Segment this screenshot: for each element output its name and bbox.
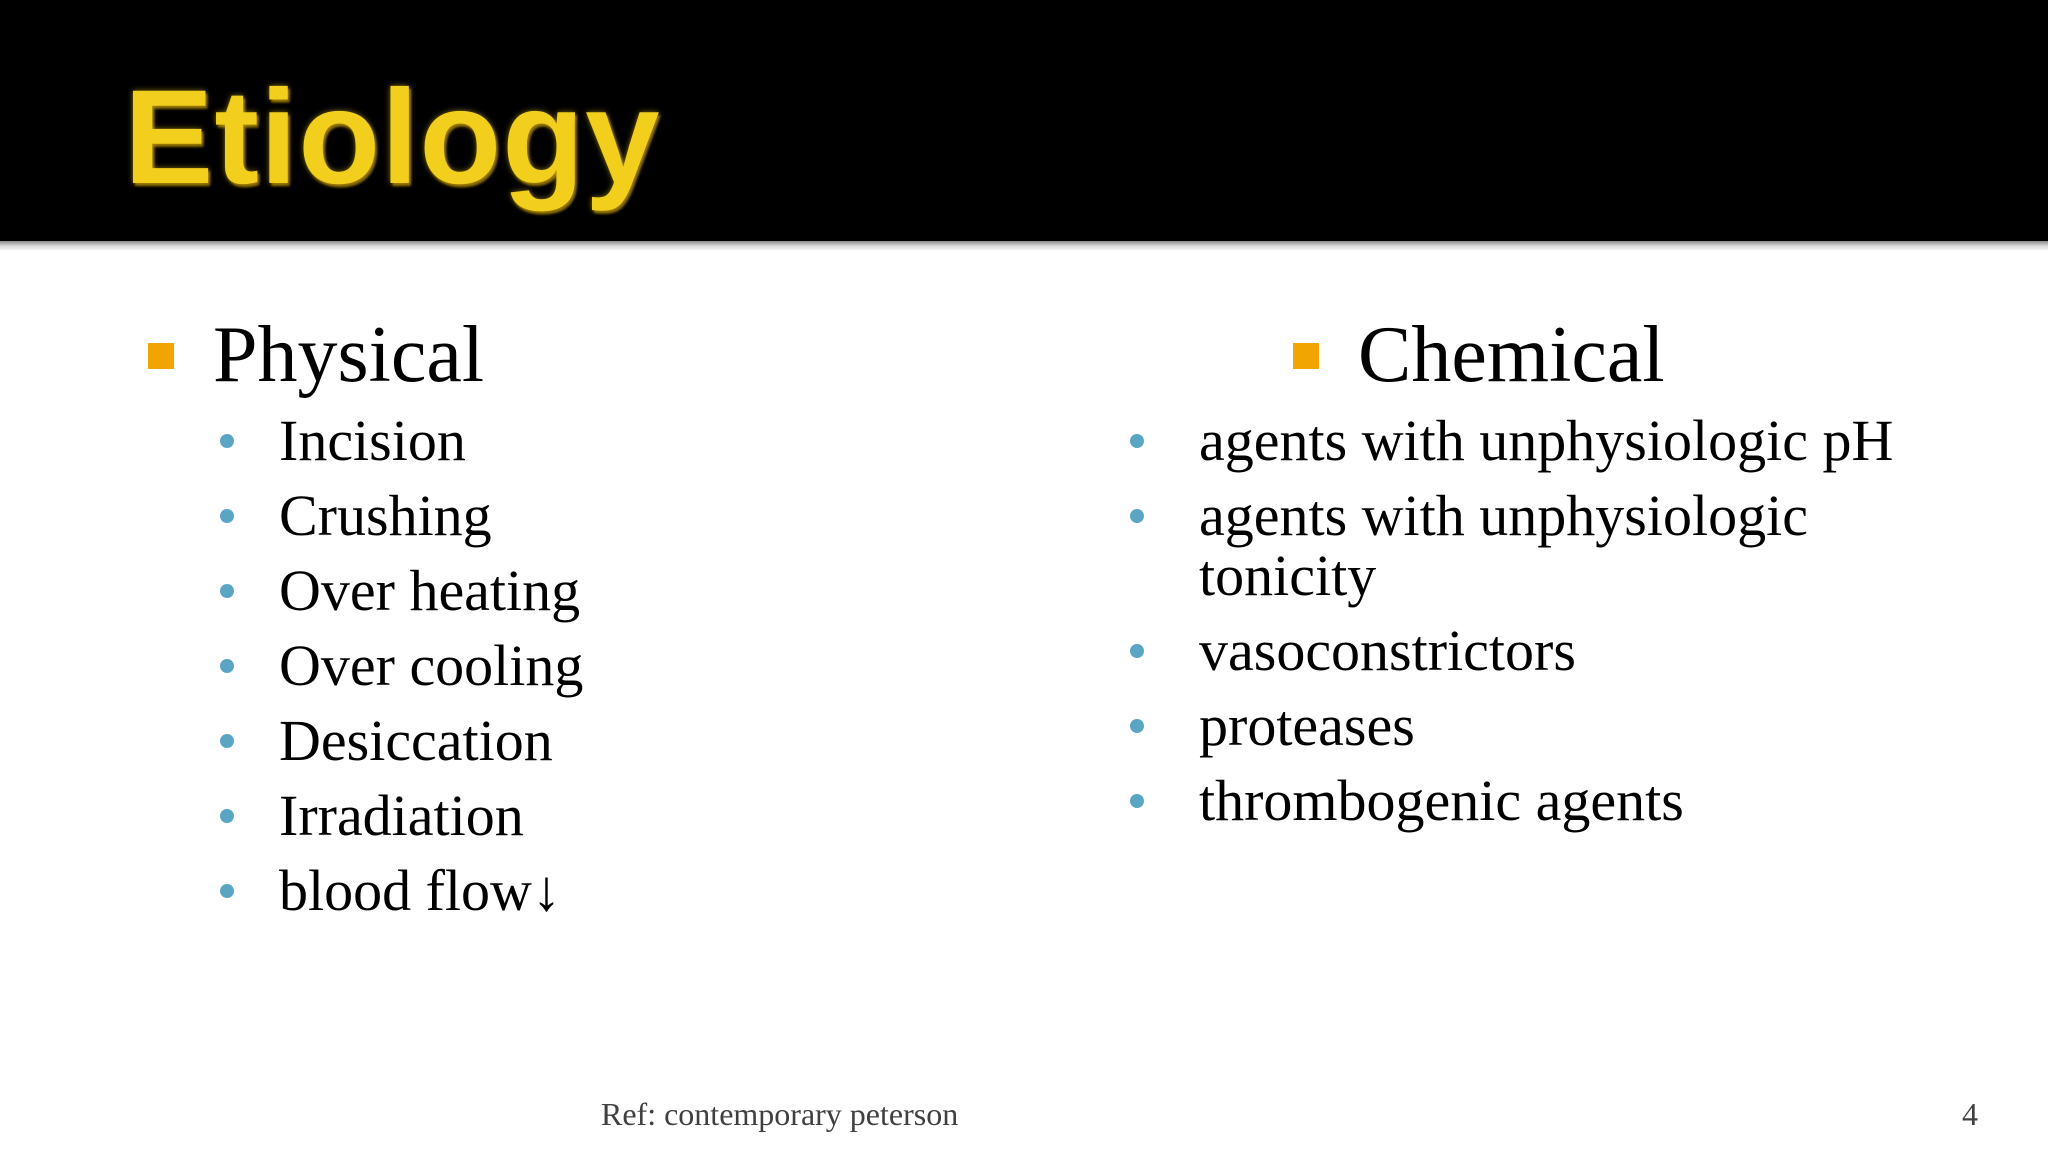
heading-bullet-icon: [1293, 343, 1319, 369]
physical-list: [279, 408, 584, 936]
list-item: agents with unphysiologic tonicity: [1199, 486, 1919, 606]
bullet-dot-icon: [1130, 794, 1144, 808]
bullet-dot-icon: [1130, 644, 1144, 658]
bullet-dot-icon: [220, 884, 234, 898]
title-divider: [0, 241, 2048, 250]
list-item: proteases: [1199, 696, 1919, 756]
title-bar: [0, 0, 2048, 241]
bullet-dot-icon: [1130, 509, 1144, 523]
bullet-dot-icon: [1130, 719, 1144, 733]
bullet-dot-icon: [1130, 434, 1144, 448]
list-item: Desiccation: [279, 711, 583, 771]
list-item: Crushing: [279, 486, 583, 546]
list-item: Irradiation: [279, 786, 583, 846]
bullet-dot-icon: [220, 809, 234, 823]
heading-bullet-icon: [148, 343, 174, 369]
list-item: Incision: [279, 411, 583, 471]
column-heading-physical: Physical: [213, 311, 485, 399]
bullet-dot-icon: [220, 509, 234, 523]
list-item: Over heating: [279, 561, 583, 621]
column-heading-chemical: Chemical: [1358, 311, 1665, 399]
list-item: thrombogenic agents: [1199, 771, 1919, 831]
footer-reference: Ref: contemporary peterson: [601, 1096, 959, 1132]
list-item: blood flow↓: [279, 861, 583, 921]
bullet-dot-icon: [220, 734, 234, 748]
bullet-dot-icon: [220, 659, 234, 673]
list-item: agents with unphysiologic pH: [1199, 411, 1919, 471]
list-item: vasoconstrictors: [1199, 621, 1919, 681]
chemical-list: [1199, 408, 1919, 846]
slide-title: Etiology: [124, 63, 661, 212]
bullet-dot-icon: [220, 434, 234, 448]
page-number: 4: [1962, 1096, 1978, 1132]
list-item: Over cooling: [279, 636, 583, 696]
bullet-dot-icon: [220, 584, 234, 598]
